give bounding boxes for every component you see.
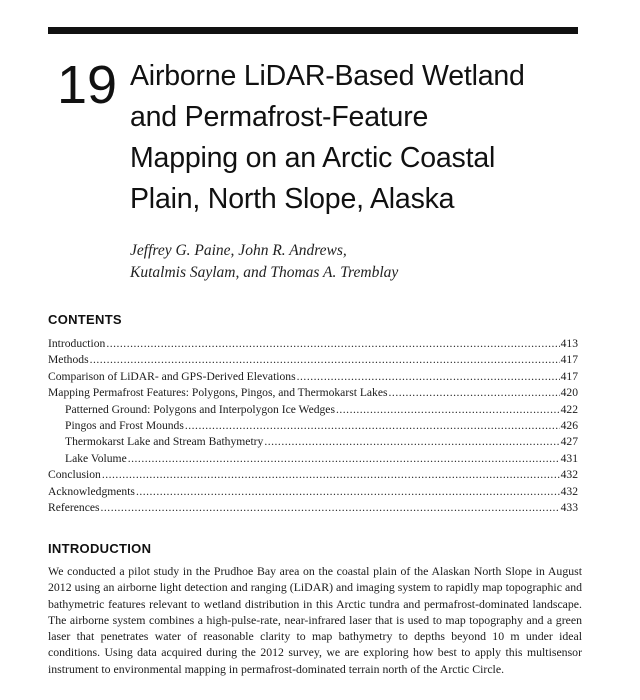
toc-leader-dots [102,467,560,483]
toc-leader-dots [136,484,560,500]
toc-entry-label: Comparison of LiDAR- and GPS-Derived Elevations [48,369,296,383]
toc-entry-page: 431 [560,451,578,465]
toc-entry-page: 427 [560,435,578,449]
contents-heading: CONTENTS [48,312,122,327]
toc-entry-thermokarst[interactable] [48,434,578,450]
toc-entry-label: Introduction [48,337,106,350]
toc-entry-page: 432 [560,484,578,498]
introduction-paragraph: We conducted a pilot study in the Prudhoe Bay area on the coastal plain of the Alaskan North Slope in August 2012 using an airborne light detection and ranging (LiDAR) and imaging system to rapidly map topographic and bathymetric features relevant to wetland distribution in this Arctic tundra and permafrost-dominated landscape. The airborne system combines a high-pulse-rate, near-infrared laser that is used to map topography and a green laser that penetrates water of reasonable clarity to map bathymetry to depths beyond 10 m under ideal conditions. Using data acquired during the 2012 survey, we are exploring how best to apply this multisensor instrument to environmental mapping in permafrost-dominated terrain north of the Arctic Circle. [48,564,582,676]
toc-leader-dots [264,434,559,450]
toc-entry-page: 420 [560,386,578,400]
toc-entry-label: Pingos and Frost Mounds [65,419,184,433]
toc-entry-page: 413 [560,337,578,350]
toc-leader-dots [336,402,560,418]
chapter-authors: Jeffrey G. Paine, John R. Andrews, Kutalmis Saylam, and Thomas A. Tremblay [130,242,399,281]
toc-entry-lake-volume[interactable] [48,451,578,467]
toc-entry-page: 426 [560,419,578,433]
toc-entry-page: 422 [560,402,578,416]
toc-entry-pingos[interactable] [48,418,578,434]
toc-leader-dots [90,352,560,368]
toc-entry-methods[interactable] [48,352,578,368]
toc-entry-label: Acknowledgments [48,484,135,498]
toc-entry-mapping-permafrost[interactable] [48,385,578,401]
chapter-top-rule [48,27,578,34]
toc-entry-introduction[interactable] [48,336,578,352]
toc-entry-label: Patterned Ground: Polygons and Interpolygon Ice Wedges [65,402,335,416]
toc-entry-page: 432 [560,468,578,482]
toc-leader-dots [128,451,560,467]
chapter-number: 19 [57,55,118,115]
toc-leader-dots [297,369,560,385]
toc-entry-page: 417 [560,353,578,367]
chapter-title: Airborne LiDAR-Based Wetland and Permafrost-Feature Mapping on an Arctic Coastal Plain, North Slope, Alaska [130,60,525,215]
toc-entry-label: Thermokarst Lake and Stream Bathymetry [65,435,264,449]
toc-entry-acknowledgments[interactable] [48,484,578,500]
toc-entry-label: Lake Volume [65,451,127,465]
toc-leader-dots [185,418,560,434]
introduction-heading: INTRODUCTION [48,541,152,556]
toc-entry-conclusion[interactable] [48,467,578,483]
toc-entry-comparison[interactable] [48,369,578,385]
toc-entry-label: Methods [48,353,89,367]
toc-entry-page: 433 [560,501,578,515]
toc-leader-dots [106,336,559,352]
toc-leader-dots [101,500,560,516]
toc-entry-label: Mapping Permafrost Features: Polygons, Pingos, and Thermokarst Lakes [48,386,388,400]
table-of-contents [48,336,578,516]
toc-entry-label: Conclusion [48,468,101,482]
toc-entry-references[interactable] [48,500,578,516]
toc-entry-label: References [48,501,100,515]
toc-leader-dots [389,385,560,401]
toc-entry-page: 417 [560,369,578,383]
toc-entry-patterned-ground[interactable] [48,402,578,418]
